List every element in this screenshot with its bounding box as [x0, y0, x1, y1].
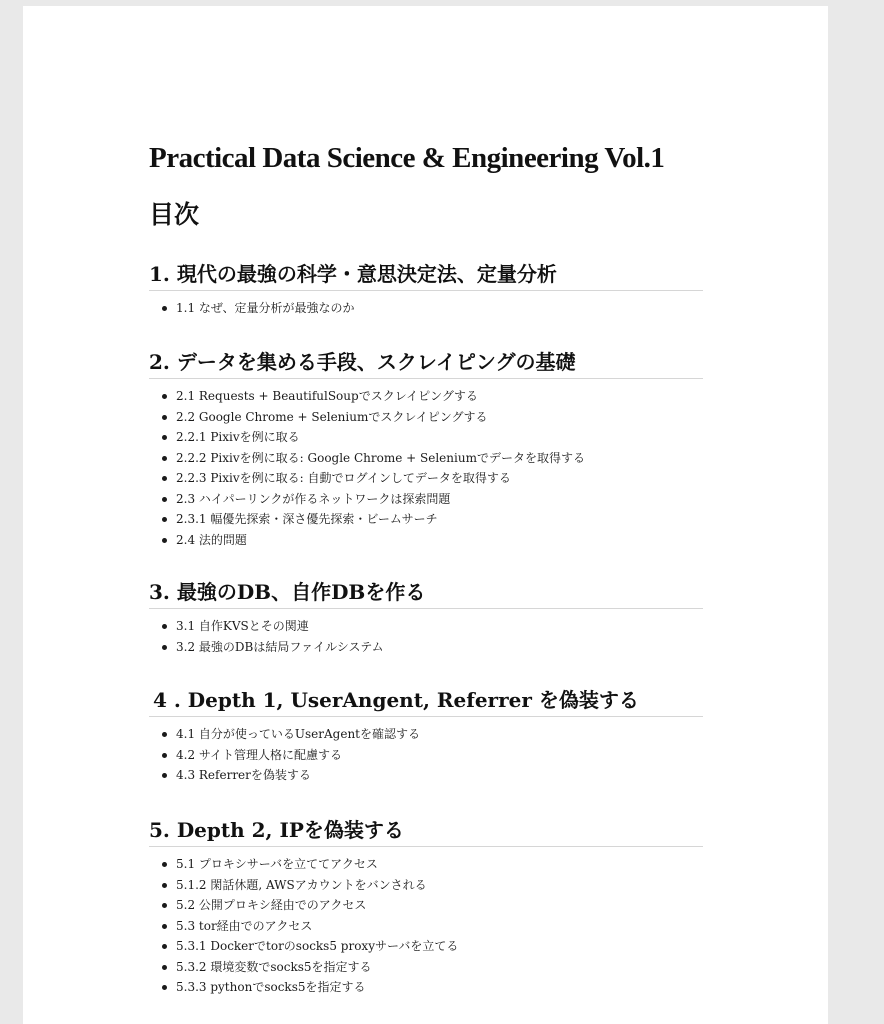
- bullet-icon: [162, 903, 167, 908]
- toc-section-3: [149, 576, 703, 657]
- bullet-icon: [162, 883, 167, 888]
- list-item-text: 5.3.2 環境変数でsocks5を指定する: [176, 959, 372, 974]
- section-item-list: [149, 616, 703, 657]
- list-item: [149, 977, 703, 998]
- section-item-list: [149, 298, 703, 319]
- toc-section-5: [149, 814, 703, 998]
- document-page: [23, 6, 828, 1024]
- list-item: [149, 489, 703, 510]
- bullet-icon: [162, 538, 167, 543]
- list-item: [149, 936, 703, 957]
- bullet-icon: [162, 497, 167, 502]
- bullet-icon: [162, 965, 167, 970]
- list-item: [149, 407, 703, 428]
- bullet-icon: [162, 645, 167, 650]
- bullet-icon: [162, 944, 167, 949]
- list-item-text: 2.3 ハイパーリンクが作るネットワークは探索問題: [176, 491, 451, 506]
- list-item-text: 3.2 最強のDBは結局ファイルシステム: [176, 639, 384, 654]
- list-item-text: 2.2.1 Pixivを例に取る: [176, 430, 300, 444]
- toc-section-2: [149, 346, 703, 550]
- bullet-icon: [162, 773, 167, 778]
- list-item-text: 2.1 Requests + BeautifulSoupでスクレイピングする: [176, 389, 478, 403]
- toc-heading: 目次: [149, 200, 200, 229]
- bullet-icon: [162, 624, 167, 629]
- list-item-text: 5.3.1 Dockerでtorのsocks5 proxyサーバを立てる: [176, 939, 459, 953]
- list-item-text: 5.2 公開プロキシ経由でのアクセス: [176, 898, 367, 912]
- list-item: [149, 427, 703, 448]
- list-item-text: 5.3 tor経由でのアクセス: [176, 918, 313, 933]
- list-item: [149, 854, 703, 875]
- bullet-icon: [162, 476, 167, 481]
- bullet-icon: [162, 753, 167, 758]
- list-item: [149, 386, 703, 407]
- list-item: [149, 298, 703, 319]
- list-item: [149, 468, 703, 489]
- section-heading: 2. データを集める手段、スクレイピングの基礎: [149, 346, 703, 379]
- list-item: [149, 724, 703, 745]
- list-item-text: 2.4 法的問題: [176, 532, 247, 547]
- list-item: [149, 957, 703, 978]
- bullet-icon: [162, 415, 167, 420]
- list-item-text: 2.2 Google Chrome + Seleniumでスクレイピングする: [176, 409, 488, 424]
- list-item-text: 4.3 Referrerを偽装する: [176, 768, 311, 782]
- bullet-icon: [162, 456, 167, 461]
- section-heading: 1. 現代の最強の科学・意思決定法、定量分析: [149, 258, 703, 291]
- list-item-text: 1.1 なぜ、定量分析が最強なのか: [176, 301, 355, 315]
- list-item: [149, 765, 703, 786]
- bullet-icon: [162, 985, 167, 990]
- section-item-list: [149, 724, 703, 786]
- list-item-text: 5.1 プロキシサーバを立ててアクセス: [176, 857, 378, 871]
- list-item-text: 4.1 自分が使っているUserAgentを確認する: [176, 727, 421, 741]
- list-item-text: 3.1 自作KVSとその関連: [176, 619, 309, 633]
- bullet-icon: [162, 517, 167, 522]
- toc-section-1: [149, 258, 703, 319]
- list-item: [149, 530, 703, 551]
- list-item-text: 4.2 サイト管理人格に配慮する: [176, 747, 343, 762]
- list-item: [149, 448, 703, 469]
- list-item: [149, 637, 703, 658]
- document-title: Practical Data Science & Engineering Vol.1: [149, 142, 665, 174]
- list-item-text: 5.1.2 閑話休題, AWSアカウントをバンされる: [176, 877, 427, 892]
- list-item: [149, 509, 703, 530]
- list-item-text: 2.2.3 Pixivを例に取る: 自動でログインしてデータを取得する: [176, 471, 511, 485]
- bullet-icon: [162, 862, 167, 867]
- bullet-icon: [162, 306, 167, 311]
- section-heading: 5. Depth 2, IPを偽装する: [149, 814, 703, 847]
- bullet-icon: [162, 394, 167, 399]
- list-item: [149, 745, 703, 766]
- section-item-list: [149, 854, 703, 998]
- bullet-icon: [162, 924, 167, 929]
- list-item: [149, 875, 703, 896]
- list-item: [149, 916, 703, 937]
- list-item-text: 2.2.2 Pixivを例に取る: Google Chrome + Seleniumでデータを取得する: [176, 450, 585, 465]
- list-item: [149, 895, 703, 916]
- list-item-text: 5.3.3 pythonでsocks5を指定する: [176, 980, 366, 994]
- section-heading: 4 . Depth 1, UserAngent, Referrer を偽装する: [149, 684, 703, 717]
- bullet-icon: [162, 435, 167, 440]
- list-item: [149, 616, 703, 637]
- bullet-icon: [162, 732, 167, 737]
- section-item-list: [149, 386, 703, 550]
- list-item-text: 2.3.1 幅優先探索・深さ優先探索・ビームサーチ: [176, 512, 438, 526]
- toc-section-4: [149, 684, 703, 786]
- section-heading: 3. 最強のDB、自作DBを作る: [149, 576, 703, 609]
